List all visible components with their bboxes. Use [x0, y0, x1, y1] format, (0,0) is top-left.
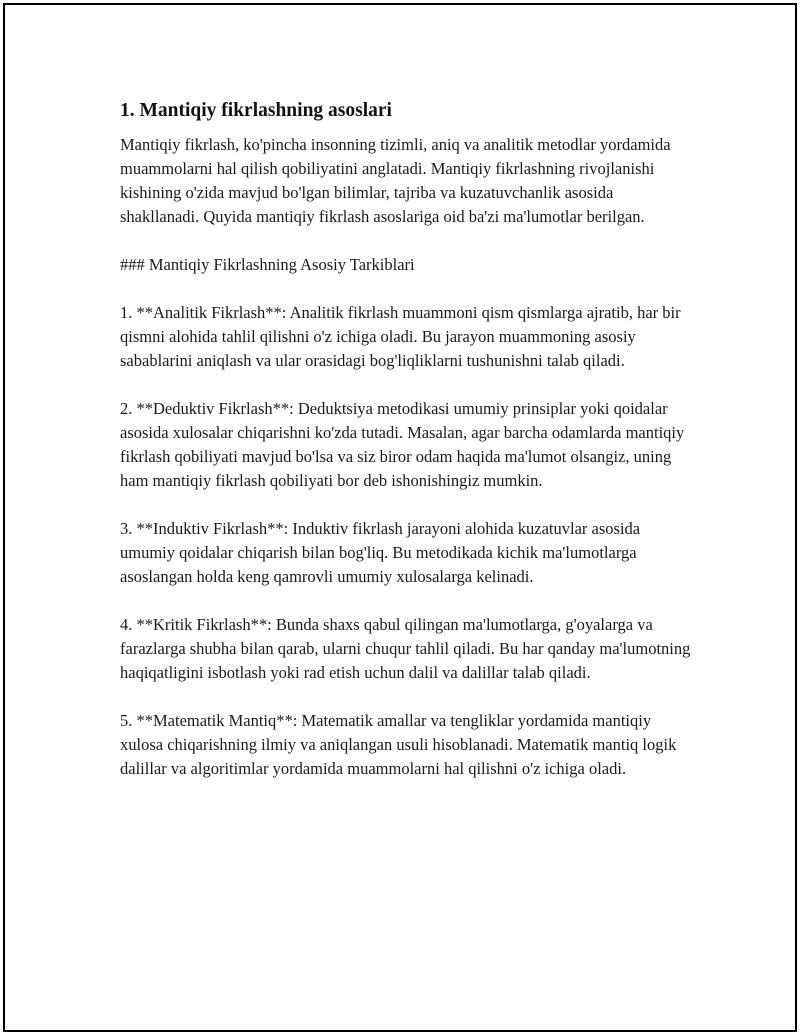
- list-item-matematik: 5. **Matematik Mantiq**: Matematik amallar va tengliklar yordamida mantiqiy xulosa chiqarishning ilmiy va aniqlangan usuli hisoblanadi. Matematik mantiq logik dalillar va algoritimlar yordamida muammolarni hal qilishni o'z ichiga oladi.: [120, 711, 677, 778]
- document-content: [120, 97, 695, 781]
- list-item-analitik: 1. **Analitik Fikrlash**: Analitik fikrlash muammoni qism qismlarga ajratib, har bir qismni alohida tahlil qilishni o'z ichiga oladi. Bu jarayon muammoning asosiy sabablarini aniqlash va ular orasidagi bog'liqliklarni tushunishni talab qiladi.: [120, 303, 681, 370]
- list-item-deduktiv: 2. **Deduktiv Fikrlash**: Deduktsiya metodikasi umumiy prinsiplar yoki qoidalar asosida xulosalar chiqarishni ko'zda tutadi. Masalan, agar barcha odamlarda mantiqiy fikrlash qobiliyati mavjud bo'lsa va siz biror odam haqida ma'lumot olsangiz, uning ham mantiqiy fikrlash qobiliyati bor deb ishonishingiz mumkin.: [120, 399, 685, 490]
- list-item-kritik: 4. **Kritik Fikrlash**: Bunda shaxs qabul qilingan ma'lumotlarga, g'oyalarga va farazlarga shubha bilan qarab, ularni chuqur tahlil qiladi. Bu har qanday ma'lumotning haqiqatligini isbotlash yoki rad etish uchun dalil va dalillar talab qiladi.: [120, 615, 691, 682]
- subheading-paragraph: ### Mantiqiy Fikrlashning Asosiy Tarkiblari: [120, 255, 415, 274]
- document-page: [3, 3, 797, 1032]
- section-heading: 1. Mantiqiy fikrlashning asoslari: [120, 100, 392, 121]
- intro-paragraph: Mantiqiy fikrlash, ko'pincha insonning tizimli, aniq va analitik metodlar yordamida muammolarni hal qilish qobiliyatini anglatadi. Mantiqiy fikrlashning rivojlanishi kishining o'zida mavjud bo'lgan bilimlar, tajriba va kuzatuvchanlik asosida shakllanadi. Quyida mantiqiy fikrlash asoslariga oid ba'zi ma'lumotlar berilgan.: [120, 135, 671, 226]
- list-item-induktiv: 3. **Induktiv Fikrlash**: Induktiv fikrlash jarayoni alohida kuzatuvlar asosida umumiy qoidalar chiqarish bilan bog'liq. Bu metodikada kichik ma'lumotlarga asoslangan holda keng qamrovli umumiy xulosalarga kelinadi.: [120, 519, 641, 586]
